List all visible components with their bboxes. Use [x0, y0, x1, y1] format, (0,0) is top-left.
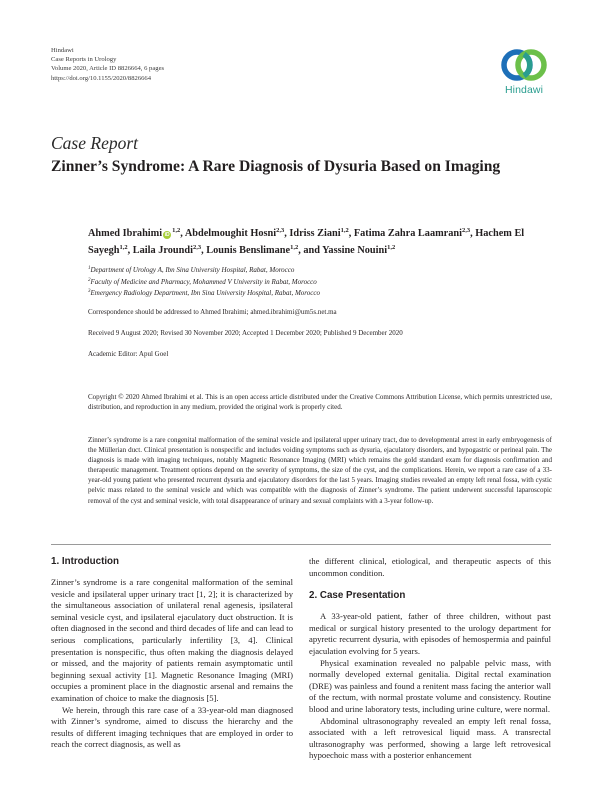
introduction-paragraph-2: We herein, through this rare case of a 33-year-old man diagnosed with Zinner’s syndrome, aimed to discuss the hierarchy and the results of different imaging techniques that are employed in order to reach the correct diagnosis, as well as — [51, 704, 293, 750]
author-name: Yassine Nouini — [322, 245, 388, 256]
publisher-name: Hindawi — [51, 47, 74, 54]
right-column — [309, 556, 551, 762]
case-paragraph-3: Abdominal ultrasonography revealed an empty left renal fossa, associated with a left retrovesical liquid mass. A transrectal ultrasonography was performed, showing a large left retrovesical hypoechoic mass with a posterior enhancement — [309, 715, 551, 761]
author-affiliation-marker: 1,2 — [340, 227, 349, 234]
author-name: Lounis Benslimane — [206, 245, 291, 256]
case-presentation-heading: 2. Case Presentation — [309, 590, 406, 602]
journal-info — [51, 46, 164, 83]
affiliations — [88, 265, 320, 300]
author-affiliation-marker: 1,2 — [119, 244, 128, 251]
left-column — [51, 556, 293, 751]
copyright-notice: Copyright © 2020 Ahmed Ibrahimi et al. This is an open access article distributed under the Creative Commons Attribution License, which permits unrestricted use, distribution, and reproduction in any medium, provided the original work is properly cited. — [88, 393, 552, 412]
volume-info: Volume 2020, Article ID 8826664, 6 pages — [51, 65, 165, 73]
author-name: Hachem El Sayegh — [88, 228, 525, 256]
author-name: Ahmed Ibrahimi — [88, 228, 163, 239]
affiliation-3: $^3$Emergency Radiology Department, Ibn Sina University Hospital, Rabat, Morocco — [88, 289, 320, 298]
introduction-paragraph-1: Zinner’s syndrome is a rare congenital malformation of the seminal vesicle and ipsilateral upper urinary tract [1, 2]; it is characterized by the simultaneous association of unilateral renal agenesis, ipsilateral seminal vesicle cyst, and ipsilateral ejaculatory duct obstruction. It is often diagnosed in the second and third decades of life and can lead to serious complications, particularly infertility [3, 4]. Clinical presentation is nonspecific, thus often making the diagnosis delayed or missed, and the majority of patients remain asymptomatic until beginning sexual activity [1]. Magnetic Resonance Imaging (MRI) occupies a prominent place in the diagnostic arsenal and remains the examination of choice to make the diagnosis [5]. — [51, 577, 293, 703]
author-name: Laila Jroundi — [132, 245, 193, 256]
affiliation-1: $^1$Department of Urology A, Ibn Sina University Hospital, Rabat, Morocco — [88, 266, 295, 274]
author-affiliation-marker: 1,2 — [172, 227, 181, 234]
introduction-heading: 1. Introduction — [51, 556, 120, 567]
article-title: Zinner’s Syndrome: A Rare Diagnosis of Dysuria Based on Imaging — [51, 158, 501, 175]
author-affiliation-marker: 2,3 — [192, 244, 202, 251]
correspondence: Correspondence should be addressed to Ahmed Ibrahimi; ahmed.ibrahimi@um5s.net.ma — [88, 308, 337, 316]
introduction-continuation: the different clinical, etiological, and therapeutic aspects of this uncommon condition. — [309, 556, 551, 578]
author-affiliation-marker: 2,3 — [461, 227, 471, 234]
logo-wordmark: Hindawi — [504, 84, 544, 96]
author-affiliation-marker: 2,3 — [276, 227, 285, 234]
doi-link[interactable]: https://doi.org/10.1155/2020/8826664 — [51, 74, 152, 82]
academic-editor: Academic Editor: Apul Goel — [88, 350, 169, 358]
hindawi-logo — [497, 47, 551, 103]
case-paragraph-1: A 33-year-old patient, father of three children, without past medical or surgical history presented to the urology department for apyretic recurrent dysuria, with episodes of hemospermia and painful ejaculation evolving for 5 years. — [309, 611, 551, 656]
author-name: Fatima Zahra Laamrani — [353, 228, 462, 239]
author-name: Idriss Ziani — [289, 228, 341, 239]
author-affiliation-marker: 1,2 — [290, 244, 299, 251]
author-list: Ahmed Ibrahimi iD$^{1,2}$, Abdelmoughit Hosni$^{2,3}$, Idriss Ziani$^{1,2}$, Fatima Zahra Laamrani$^{2,3}$, Hachem El Sayegh$^{1,2}$, Laila Jroundi$^{2,3}$, Lounis Benslimane$^{1,2}$, and Yassine Nouini$^{1,2}$ — [88, 227, 525, 256]
article-type: Case Report — [51, 133, 139, 153]
journal-name: Case Reports in Urology — [51, 56, 117, 64]
publication-dates: Received 9 August 2020; Revised 30 November 2020; Accepted 1 December 2020; Published 9 December 2020 — [88, 329, 403, 337]
abstract: Zinner’s syndrome is a rare congenital malformation of the seminal vesicle and ipsilateral upper urinary tract, due to developmental arrest in early embryogenesis of the Müllerian duct. Clinical presentation is nonspecific and includes voiding symptoms such as dysuria, ejaculatory disorders, and hypogastric or perineal pain. The diagnosis is made with imaging techniques, notably Magnetic Resonance Imaging (MRI) which remains the gold standard exam for diagnosis confirmation and therapeutic management. Treatment options depend on the severity of symptoms, the size of the cyst, and the complications. Herein, we report a rare case of a 33-year-old young patient who presented recurrent dysuria and ejaculatory disorders for the last 5 years. Imaging studies revealed an empty left renal fossa, with cystic pelvic mass related to the seminal vesicle and which was compatible with the diagnosis of Zinner’s syndrome. The patient underwent successful laparoscopic removal of the cyst and seminal vesicle, with total disappearance of urinary and sexual complaints with a 3-year follow-up. — [88, 436, 552, 505]
case-paragraph-2: Physical examination revealed no palpable pelvic mass, with normally developed external genitalia. Digital rectal examination (DRE) was painless and found a renitent mass facing the anterior wall of the rectum, with normal prostate volume and consistency. Routine blood and urine laboratory tests, including urine culture, were normal. — [309, 657, 551, 714]
hindawi-logo-icon — [500, 47, 548, 83]
orcid-icon[interactable]: iD — [164, 232, 170, 238]
section-divider — [51, 544, 551, 545]
author-name: Abdelmoughit Hosni — [184, 228, 277, 239]
affiliation-2: $^2$Faculty of Medicine and Pharmacy, Mohammed V University in Rabat, Morocco — [88, 277, 317, 286]
author-affiliation-marker: 1,2 — [387, 244, 396, 251]
